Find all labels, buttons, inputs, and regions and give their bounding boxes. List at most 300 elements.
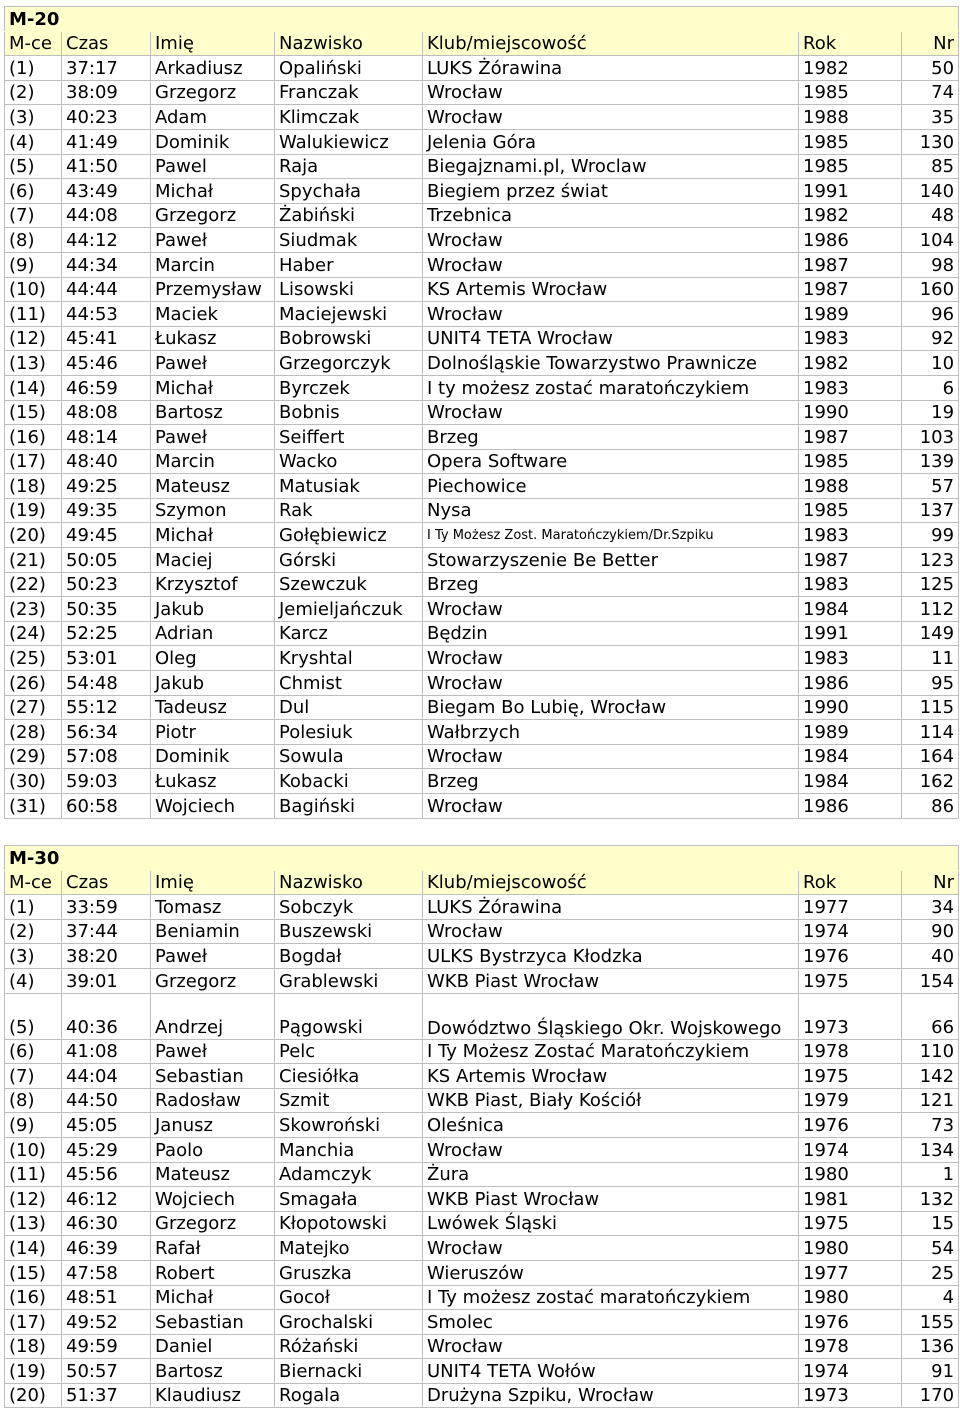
section-title: M-30 [5, 846, 959, 871]
bib-cell: 123 [902, 548, 959, 573]
year-cell: 1980 [799, 1162, 902, 1187]
year-cell: 1984 [799, 769, 902, 794]
time-cell: 44:34 [62, 252, 151, 277]
time-cell: 44:53 [62, 302, 151, 327]
first-name-cell: Łukasz [151, 769, 275, 794]
club-cell: Wrocław [423, 302, 799, 327]
section-title-row [5, 846, 959, 871]
section-title: M-20 [5, 7, 959, 32]
first-name-cell: Sebastian [151, 1064, 275, 1089]
last-name-cell: Różański [275, 1334, 423, 1359]
club-cell: Wrocław [423, 646, 799, 671]
first-name-cell: Radosław [151, 1088, 275, 1113]
bib-cell: 103 [902, 425, 959, 450]
year-cell: 1976 [799, 944, 902, 969]
table-row [5, 720, 959, 745]
table-row [5, 56, 959, 81]
year-cell: 1988 [799, 105, 902, 130]
first-name-cell: Tomasz [151, 895, 275, 920]
last-name-cell: Spychała [275, 179, 423, 204]
column-header: Klub/miejscowość [423, 31, 799, 56]
last-name-cell: Matusiak [275, 474, 423, 499]
column-header: Nazwisko [275, 31, 423, 56]
club-cell: Wrocław [423, 1137, 799, 1162]
place-cell: (9) [5, 252, 62, 277]
last-name-cell: Siudmak [275, 228, 423, 253]
year-cell: 1987 [799, 425, 902, 450]
table-row [5, 1236, 959, 1261]
club-cell: Drużyna Szpiku, Wrocław [423, 1383, 799, 1408]
time-cell: 33:59 [62, 895, 151, 920]
time-cell: 55:12 [62, 695, 151, 720]
last-name-cell: Skowroński [275, 1113, 423, 1138]
column-header-row [5, 31, 959, 56]
bib-cell: 48 [902, 203, 959, 228]
year-cell: 1979 [799, 1088, 902, 1113]
last-name-cell: Rogala [275, 1383, 423, 1408]
last-name-cell: Franczak [275, 80, 423, 105]
club-cell: Smolec [423, 1310, 799, 1335]
last-name-cell: Raja [275, 154, 423, 179]
club-cell: Brzeg [423, 425, 799, 450]
bib-cell: 155 [902, 1310, 959, 1335]
place-cell: (11) [5, 302, 62, 327]
last-name-cell: Byrczek [275, 375, 423, 400]
time-cell: 50:57 [62, 1359, 151, 1384]
place-cell: (23) [5, 597, 62, 622]
time-cell: 47:58 [62, 1260, 151, 1285]
place-cell: (10) [5, 1137, 62, 1162]
year-cell: 1981 [799, 1187, 902, 1212]
club-cell: Biegajznami.pl, Wroclaw [423, 154, 799, 179]
time-cell: 49:25 [62, 474, 151, 499]
last-name-cell: Dul [275, 695, 423, 720]
first-name-cell: Paolo [151, 1137, 275, 1162]
club-cell: Wrocław [423, 105, 799, 130]
place-cell: (11) [5, 1162, 62, 1187]
table-row [5, 944, 959, 969]
place-cell: (26) [5, 671, 62, 696]
first-name-cell: Oleg [151, 646, 275, 671]
first-name-cell: Marcin [151, 449, 275, 474]
club-cell: LUKS Żórawina [423, 895, 799, 920]
last-name-cell: Pelc [275, 1039, 423, 1064]
last-name-cell: Bagiński [275, 794, 423, 819]
table-row [5, 1260, 959, 1285]
year-cell: 1973 [799, 993, 902, 1039]
first-name-cell: Bartosz [151, 1359, 275, 1384]
first-name-cell: Rafał [151, 1236, 275, 1261]
club-cell: I Ty Możesz Zost. Maratończykiem/Dr.Szpiku [423, 523, 799, 548]
table-row [5, 179, 959, 204]
time-cell: 44:50 [62, 1088, 151, 1113]
last-name-cell: Grablewski [275, 968, 423, 993]
club-cell: Brzeg [423, 572, 799, 597]
bib-cell: 154 [902, 968, 959, 993]
year-cell: 1991 [799, 621, 902, 646]
time-cell: 40:36 [62, 993, 151, 1039]
bib-cell: 54 [902, 1236, 959, 1261]
column-header: Nr [902, 31, 959, 56]
column-header: Klub/miejscowość [423, 870, 799, 895]
table-row [5, 1187, 959, 1212]
column-header: M-ce [5, 31, 62, 56]
place-cell: (18) [5, 1334, 62, 1359]
club-cell: Będzin [423, 621, 799, 646]
time-cell: 49:59 [62, 1334, 151, 1359]
club-cell: Opera Software [423, 449, 799, 474]
first-name-cell: Dominik [151, 129, 275, 154]
first-name-cell: Paweł [151, 1039, 275, 1064]
year-cell: 1987 [799, 277, 902, 302]
bib-cell: 4 [902, 1285, 959, 1310]
table-row [5, 1113, 959, 1138]
table-row [5, 523, 959, 548]
time-cell: 39:01 [62, 968, 151, 993]
bib-cell: 136 [902, 1334, 959, 1359]
club-cell: Wrocław [423, 597, 799, 622]
bib-cell: 99 [902, 523, 959, 548]
time-cell: 59:03 [62, 769, 151, 794]
place-cell: (25) [5, 646, 62, 671]
time-cell: 57:08 [62, 744, 151, 769]
last-name-cell: Grzegorczyk [275, 351, 423, 376]
last-name-cell: Szewczuk [275, 572, 423, 597]
place-cell: (7) [5, 1064, 62, 1089]
first-name-cell: Michał [151, 1285, 275, 1310]
table-row [5, 351, 959, 376]
year-cell: 1985 [799, 154, 902, 179]
bib-cell: 125 [902, 572, 959, 597]
place-cell: (24) [5, 621, 62, 646]
time-cell: 48:08 [62, 400, 151, 425]
year-cell: 1985 [799, 129, 902, 154]
place-cell: (14) [5, 375, 62, 400]
bib-cell: 98 [902, 252, 959, 277]
last-name-cell: Pągowski [275, 993, 423, 1039]
club-cell: Oleśnica [423, 1113, 799, 1138]
bib-cell: 96 [902, 302, 959, 327]
club-cell: Wrocław [423, 794, 799, 819]
last-name-cell: Jemieljańczuk [275, 597, 423, 622]
last-name-cell: Bobnis [275, 400, 423, 425]
table-row [5, 105, 959, 130]
table-row [5, 203, 959, 228]
bib-cell: 104 [902, 228, 959, 253]
table-row [5, 1137, 959, 1162]
place-cell: (17) [5, 1310, 62, 1335]
last-name-cell: Karcz [275, 621, 423, 646]
last-name-cell: Gruszka [275, 1260, 423, 1285]
bib-cell: 57 [902, 474, 959, 499]
year-cell: 1985 [799, 498, 902, 523]
time-cell: 44:04 [62, 1064, 151, 1089]
first-name-cell: Bartosz [151, 400, 275, 425]
column-header: Czas [62, 31, 151, 56]
bib-cell: 112 [902, 597, 959, 622]
table-row [5, 1383, 959, 1408]
year-cell: 1980 [799, 1285, 902, 1310]
time-cell: 54:48 [62, 671, 151, 696]
place-cell: (12) [5, 326, 62, 351]
first-name-cell: Marcin [151, 252, 275, 277]
place-cell: (22) [5, 572, 62, 597]
table-row [5, 744, 959, 769]
results-section-m30 [4, 845, 958, 1408]
year-cell: 1991 [799, 179, 902, 204]
table-row [5, 919, 959, 944]
bib-cell: 121 [902, 1088, 959, 1113]
place-cell: (20) [5, 1383, 62, 1408]
time-cell: 41:08 [62, 1039, 151, 1064]
time-cell: 50:05 [62, 548, 151, 573]
place-cell: (5) [5, 993, 62, 1039]
club-cell: Stowarzyszenie Be Better [423, 548, 799, 573]
club-cell: Wrocław [423, 919, 799, 944]
place-cell: (8) [5, 1088, 62, 1113]
place-cell: (7) [5, 203, 62, 228]
last-name-cell: Bogdał [275, 944, 423, 969]
bib-cell: 115 [902, 695, 959, 720]
place-cell: (6) [5, 179, 62, 204]
time-cell: 38:09 [62, 80, 151, 105]
club-cell: Wrocław [423, 1334, 799, 1359]
place-cell: (16) [5, 425, 62, 450]
bib-cell: 86 [902, 794, 959, 819]
year-cell: 1987 [799, 252, 902, 277]
time-cell: 44:12 [62, 228, 151, 253]
table-row [5, 498, 959, 523]
bib-cell: 11 [902, 646, 959, 671]
club-cell: I Ty możesz zostać maratończykiem [423, 1285, 799, 1310]
first-name-cell: Jakub [151, 597, 275, 622]
place-cell: (21) [5, 548, 62, 573]
first-name-cell: Pawel [151, 154, 275, 179]
last-name-cell: Grochalski [275, 1310, 423, 1335]
time-cell: 38:20 [62, 944, 151, 969]
first-name-cell: Przemysław [151, 277, 275, 302]
bib-cell: 50 [902, 56, 959, 81]
table-row [5, 1359, 959, 1384]
time-cell: 60:58 [62, 794, 151, 819]
first-name-cell: Paweł [151, 228, 275, 253]
club-cell: Dowództwo Śląskiego Okr. Wojskowego [423, 993, 799, 1039]
bib-cell: 6 [902, 375, 959, 400]
bib-cell: 74 [902, 80, 959, 105]
place-cell: (20) [5, 523, 62, 548]
first-name-cell: Wojciech [151, 794, 275, 819]
time-cell: 48:51 [62, 1285, 151, 1310]
first-name-cell: Maciek [151, 302, 275, 327]
place-cell: (9) [5, 1113, 62, 1138]
time-cell: 48:14 [62, 425, 151, 450]
time-cell: 48:40 [62, 449, 151, 474]
year-cell: 1986 [799, 671, 902, 696]
place-cell: (17) [5, 449, 62, 474]
club-cell: Wrocław [423, 1236, 799, 1261]
last-name-cell: Kryshtal [275, 646, 423, 671]
first-name-cell: Dominik [151, 744, 275, 769]
year-cell: 1984 [799, 597, 902, 622]
bib-cell: 35 [902, 105, 959, 130]
last-name-cell: Bobrowski [275, 326, 423, 351]
club-cell: WKB Piast, Biały Kościół [423, 1088, 799, 1113]
place-cell: (1) [5, 56, 62, 81]
year-cell: 1989 [799, 720, 902, 745]
last-name-cell: Buszewski [275, 919, 423, 944]
club-cell: KS Artemis Wrocław [423, 277, 799, 302]
time-cell: 45:05 [62, 1113, 151, 1138]
last-name-cell: Gocoł [275, 1285, 423, 1310]
column-header: Czas [62, 870, 151, 895]
year-cell: 1988 [799, 474, 902, 499]
column-header-row [5, 870, 959, 895]
last-name-cell: Opaliński [275, 56, 423, 81]
place-cell: (13) [5, 1211, 62, 1236]
year-cell: 1975 [799, 1064, 902, 1089]
time-cell: 45:41 [62, 326, 151, 351]
club-cell: Wrocław [423, 228, 799, 253]
last-name-cell: Klimczak [275, 105, 423, 130]
first-name-cell: Arkadiusz [151, 56, 275, 81]
place-cell: (3) [5, 944, 62, 969]
place-cell: (18) [5, 474, 62, 499]
first-name-cell: Krzysztof [151, 572, 275, 597]
bib-cell: 91 [902, 1359, 959, 1384]
club-cell: I Ty Możesz Zostać Maratończykiem [423, 1039, 799, 1064]
bib-cell: 164 [902, 744, 959, 769]
last-name-cell: Rak [275, 498, 423, 523]
last-name-cell: Ciesiółka [275, 1064, 423, 1089]
first-name-cell: Adrian [151, 621, 275, 646]
bib-cell: 114 [902, 720, 959, 745]
club-cell: Biegam Bo Lubię, Wrocław [423, 695, 799, 720]
last-name-cell: Gołębiewicz [275, 523, 423, 548]
year-cell: 1980 [799, 1236, 902, 1261]
bib-cell: 142 [902, 1064, 959, 1089]
year-cell: 1985 [799, 80, 902, 105]
table-row [5, 597, 959, 622]
table-row [5, 449, 959, 474]
time-cell: 46:30 [62, 1211, 151, 1236]
table-row [5, 400, 959, 425]
last-name-cell: Kobacki [275, 769, 423, 794]
year-cell: 1977 [799, 895, 902, 920]
table-row [5, 1211, 959, 1236]
time-cell: 44:44 [62, 277, 151, 302]
club-cell: Wałbrzych [423, 720, 799, 745]
place-cell: (28) [5, 720, 62, 745]
table-row [5, 1310, 959, 1335]
bib-cell: 19 [902, 400, 959, 425]
time-cell: 52:25 [62, 621, 151, 646]
year-cell: 1982 [799, 351, 902, 376]
place-cell: (2) [5, 919, 62, 944]
first-name-cell: Łukasz [151, 326, 275, 351]
last-name-cell: Seiffert [275, 425, 423, 450]
table-row [5, 1039, 959, 1064]
time-cell: 45:56 [62, 1162, 151, 1187]
table-row [5, 895, 959, 920]
table-row [5, 277, 959, 302]
bib-cell: 10 [902, 351, 959, 376]
place-cell: (5) [5, 154, 62, 179]
bib-cell: 1 [902, 1162, 959, 1187]
first-name-cell: Maciej [151, 548, 275, 573]
year-cell: 1990 [799, 695, 902, 720]
last-name-cell: Żabiński [275, 203, 423, 228]
table-row [5, 548, 959, 573]
table-row [5, 228, 959, 253]
club-cell: I ty możesz zostać maratończykiem [423, 375, 799, 400]
table-row [5, 425, 959, 450]
first-name-cell: Andrzej [151, 993, 275, 1039]
club-cell: Wrocław [423, 252, 799, 277]
table-row [5, 80, 959, 105]
column-header: M-ce [5, 870, 62, 895]
column-header: Nr [902, 870, 959, 895]
bib-cell: 132 [902, 1187, 959, 1212]
table-row [5, 993, 959, 1039]
place-cell: (30) [5, 769, 62, 794]
year-cell: 1978 [799, 1039, 902, 1064]
first-name-cell: Paweł [151, 425, 275, 450]
place-cell: (15) [5, 1260, 62, 1285]
place-cell: (10) [5, 277, 62, 302]
place-cell: (1) [5, 895, 62, 920]
club-cell: Jelenia Góra [423, 129, 799, 154]
first-name-cell: Michał [151, 375, 275, 400]
results-table-m20 [4, 6, 959, 819]
last-name-cell: Sobczyk [275, 895, 423, 920]
time-cell: 50:35 [62, 597, 151, 622]
club-cell: Lwówek Śląski [423, 1211, 799, 1236]
bib-cell: 95 [902, 671, 959, 696]
table-row [5, 646, 959, 671]
year-cell: 1986 [799, 794, 902, 819]
place-cell: (15) [5, 400, 62, 425]
club-cell: Trzebnica [423, 203, 799, 228]
year-cell: 1974 [799, 1137, 902, 1162]
table-row [5, 572, 959, 597]
club-cell: Brzeg [423, 769, 799, 794]
first-name-cell: Janusz [151, 1113, 275, 1138]
bib-cell: 34 [902, 895, 959, 920]
table-row [5, 769, 959, 794]
time-cell: 37:17 [62, 56, 151, 81]
first-name-cell: Paweł [151, 351, 275, 376]
year-cell: 1976 [799, 1113, 902, 1138]
table-row [5, 154, 959, 179]
bib-cell: 134 [902, 1137, 959, 1162]
last-name-cell: Sowula [275, 744, 423, 769]
first-name-cell: Grzegorz [151, 80, 275, 105]
time-cell: 45:29 [62, 1137, 151, 1162]
results-section-m20 [4, 6, 958, 819]
time-cell: 50:23 [62, 572, 151, 597]
column-header: Imię [151, 31, 275, 56]
club-cell: Dolnośląskie Towarzystwo Prawnicze [423, 351, 799, 376]
time-cell: 53:01 [62, 646, 151, 671]
last-name-cell: Smagała [275, 1187, 423, 1212]
table-row [5, 1088, 959, 1113]
year-cell: 1982 [799, 56, 902, 81]
year-cell: 1986 [799, 228, 902, 253]
bib-cell: 73 [902, 1113, 959, 1138]
year-cell: 1973 [799, 1383, 902, 1408]
time-cell: 56:34 [62, 720, 151, 745]
first-name-cell: Grzegorz [151, 1211, 275, 1236]
